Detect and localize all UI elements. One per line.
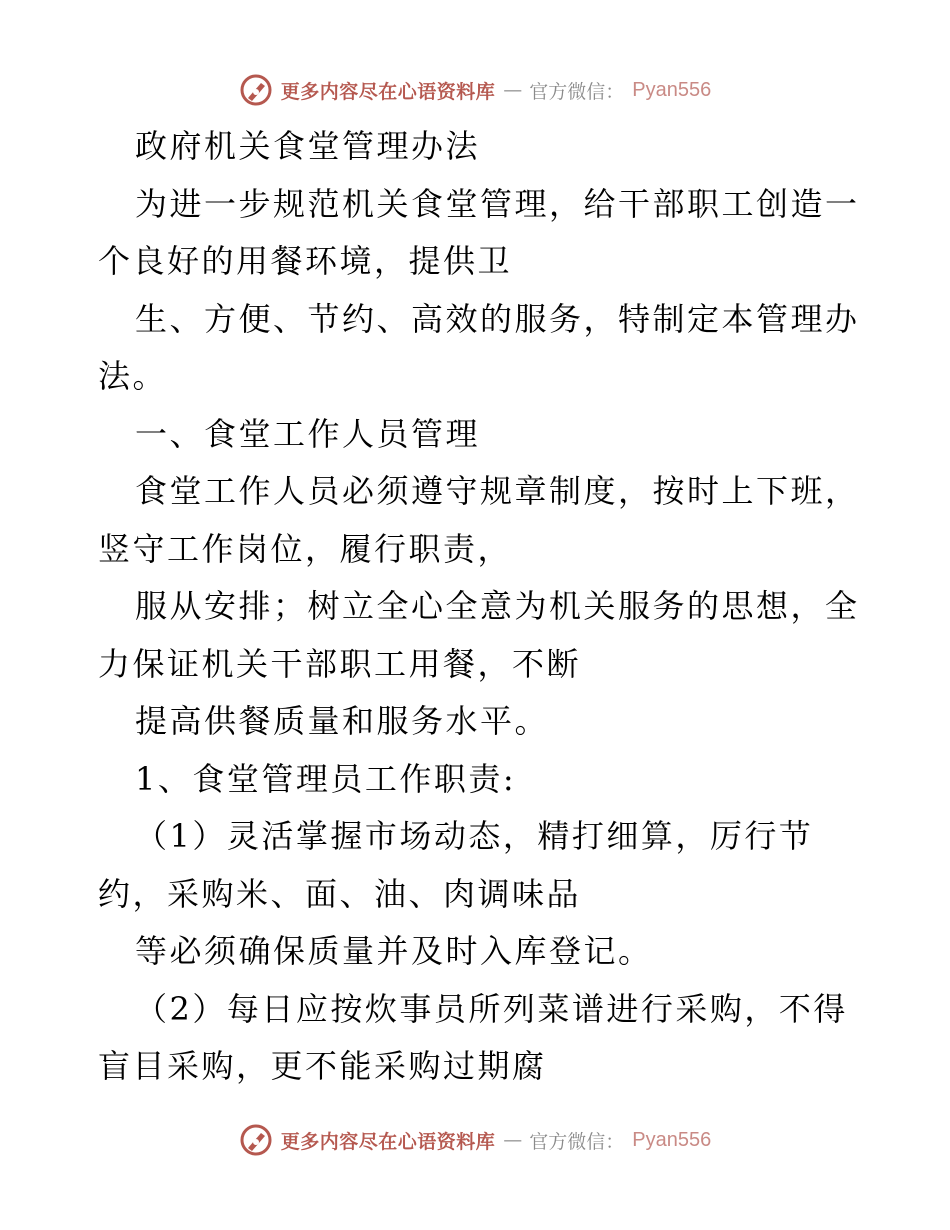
pen-circle-icon	[239, 73, 273, 107]
section-heading: 一、食堂工作人员管理	[135, 414, 481, 453]
watermark-text: 更多内容尽在心语资料库	[280, 1130, 496, 1153]
doc-line: 法。	[98, 357, 168, 395]
watermark-separator: —	[503, 1129, 522, 1151]
doc-line: 力保证机关干部职工用餐，不断	[98, 644, 582, 683]
doc-title: 政府机关食堂管理办法	[135, 127, 481, 165]
watermark-sub-id: Pyan556	[632, 1128, 712, 1151]
watermark-sub-label: 官方微信：	[529, 80, 625, 103]
header-watermark	[0, 70, 950, 110]
doc-line: 为进一步规范机关食堂管理，给干部职工创造一	[135, 184, 860, 223]
doc-line: 提高供餐质量和服务水平。	[135, 702, 550, 740]
watermark-sub-label: 官方微信：	[529, 1130, 625, 1153]
doc-line: 个良好的用餐环境，提供卫	[98, 242, 513, 280]
doc-line: （1）灵活掌握市场动态，精打细算，厉行节	[135, 817, 814, 855]
doc-line: 生、方便、节约、高效的服务，特制定本管理办	[135, 299, 860, 338]
subsection-heading: 1、食堂管理员工作职责:	[135, 759, 517, 798]
watermark-sub-id: Pyan556	[632, 78, 712, 101]
footer-watermark	[0, 1120, 950, 1160]
document-body	[98, 118, 858, 1096]
doc-line: 等必须确保质量并及时入库登记。	[135, 932, 653, 970]
doc-line: 约，采购米、面、油、肉调味品	[98, 874, 582, 913]
doc-line: 盲目采购，更不能采购过期腐	[98, 1047, 547, 1085]
watermark-separator: —	[503, 79, 522, 101]
pen-circle-icon	[239, 1123, 273, 1157]
doc-line: 食堂工作人员必须遵守规章制度，按时上下班，	[135, 472, 860, 510]
watermark-text: 更多内容尽在心语资料库	[280, 80, 496, 103]
doc-line: 服从安排；树立全心全意为机关服务的思想，全	[135, 587, 860, 625]
doc-line: 竖守工作岗位，履行职责，	[98, 529, 513, 568]
doc-line: （2）每日应按炊事员所列菜谱进行采购，不得	[135, 989, 848, 1028]
